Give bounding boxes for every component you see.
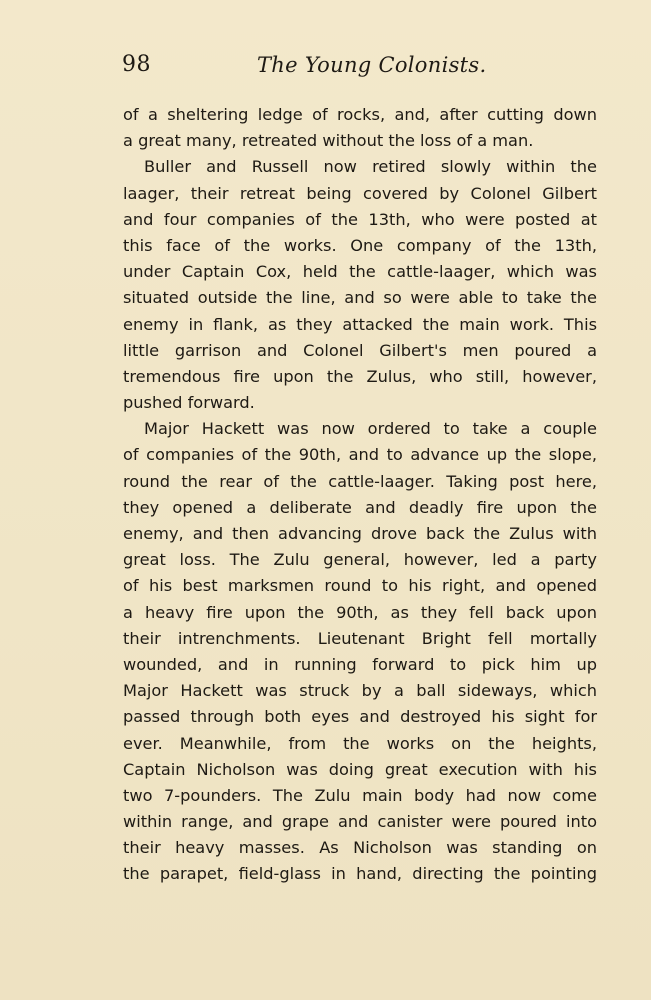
page-number: 98 bbox=[122, 52, 151, 77]
text-line: within range, and grape and canister were poured into bbox=[123, 812, 597, 832]
text-line: a heavy fire upon the 90th, as they fell back upon bbox=[123, 602, 597, 622]
text-line: a great many, retreated without the loss of a man. bbox=[123, 131, 534, 151]
body-text bbox=[123, 102, 597, 888]
text-line: round the rear of the cattle-laager. Taking post here, bbox=[123, 471, 597, 491]
running-title: The Young Colonists. bbox=[257, 53, 487, 77]
text-line: the parapet, field-glass in hand, directing the pointing bbox=[123, 864, 597, 884]
text-line: little garrison and Colonel Gilbert's men poured a bbox=[123, 340, 597, 360]
text-line: two 7-pounders. The Zulu main body had now come bbox=[123, 785, 597, 805]
text-line: ever. Meanwhile, from the works on the heights, bbox=[123, 733, 597, 753]
text-line: this face of the works. One company of the 13th, bbox=[123, 235, 597, 255]
text-line: situated outside the line, and so were able to take the bbox=[123, 288, 597, 308]
text-line: of companies of the 90th, and to advance up the slope, bbox=[123, 445, 597, 465]
text-line: laager, their retreat being covered by Colonel Gilbert bbox=[123, 183, 597, 203]
text-line: enemy in flank, as they attacked the main work. This bbox=[123, 314, 597, 334]
text-line: their intrenchments. Lieutenant Bright fell mortally bbox=[123, 628, 597, 648]
text-line: they opened a deliberate and deadly fire upon the bbox=[123, 497, 597, 517]
text-line: under Captain Cox, held the cattle-laager, which was bbox=[123, 262, 597, 282]
text-line: Buller and Russell now retired slowly within the bbox=[144, 157, 597, 177]
text-line: passed through both eyes and destroyed his sight for bbox=[123, 707, 597, 727]
text-line: Major Hackett was struck by a ball sideways, which bbox=[123, 681, 597, 701]
text-line: their heavy masses. As Nicholson was standing on bbox=[123, 838, 597, 858]
text-line: pushed forward. bbox=[123, 393, 255, 413]
text-line: wounded, and in running forward to pick him up bbox=[123, 654, 597, 674]
text-line: tremendous fire upon the Zulus, who still, however, bbox=[123, 366, 597, 386]
text-line: enemy, and then advancing drove back the Zulus with bbox=[123, 524, 597, 543]
text-line: and four companies of the 13th, who were posted at bbox=[123, 209, 597, 229]
running-header bbox=[122, 50, 596, 84]
text-line: of his best marksmen round to his right, and opened bbox=[123, 576, 597, 596]
text-line: of a sheltering ledge of rocks, and, after cutting down bbox=[123, 105, 597, 124]
text-line: great loss. The Zulu general, however, led a party bbox=[123, 550, 597, 570]
text-line: Major Hackett was now ordered to take a couple bbox=[144, 419, 597, 439]
text-line: Captain Nicholson was doing great execution with his bbox=[123, 759, 597, 779]
